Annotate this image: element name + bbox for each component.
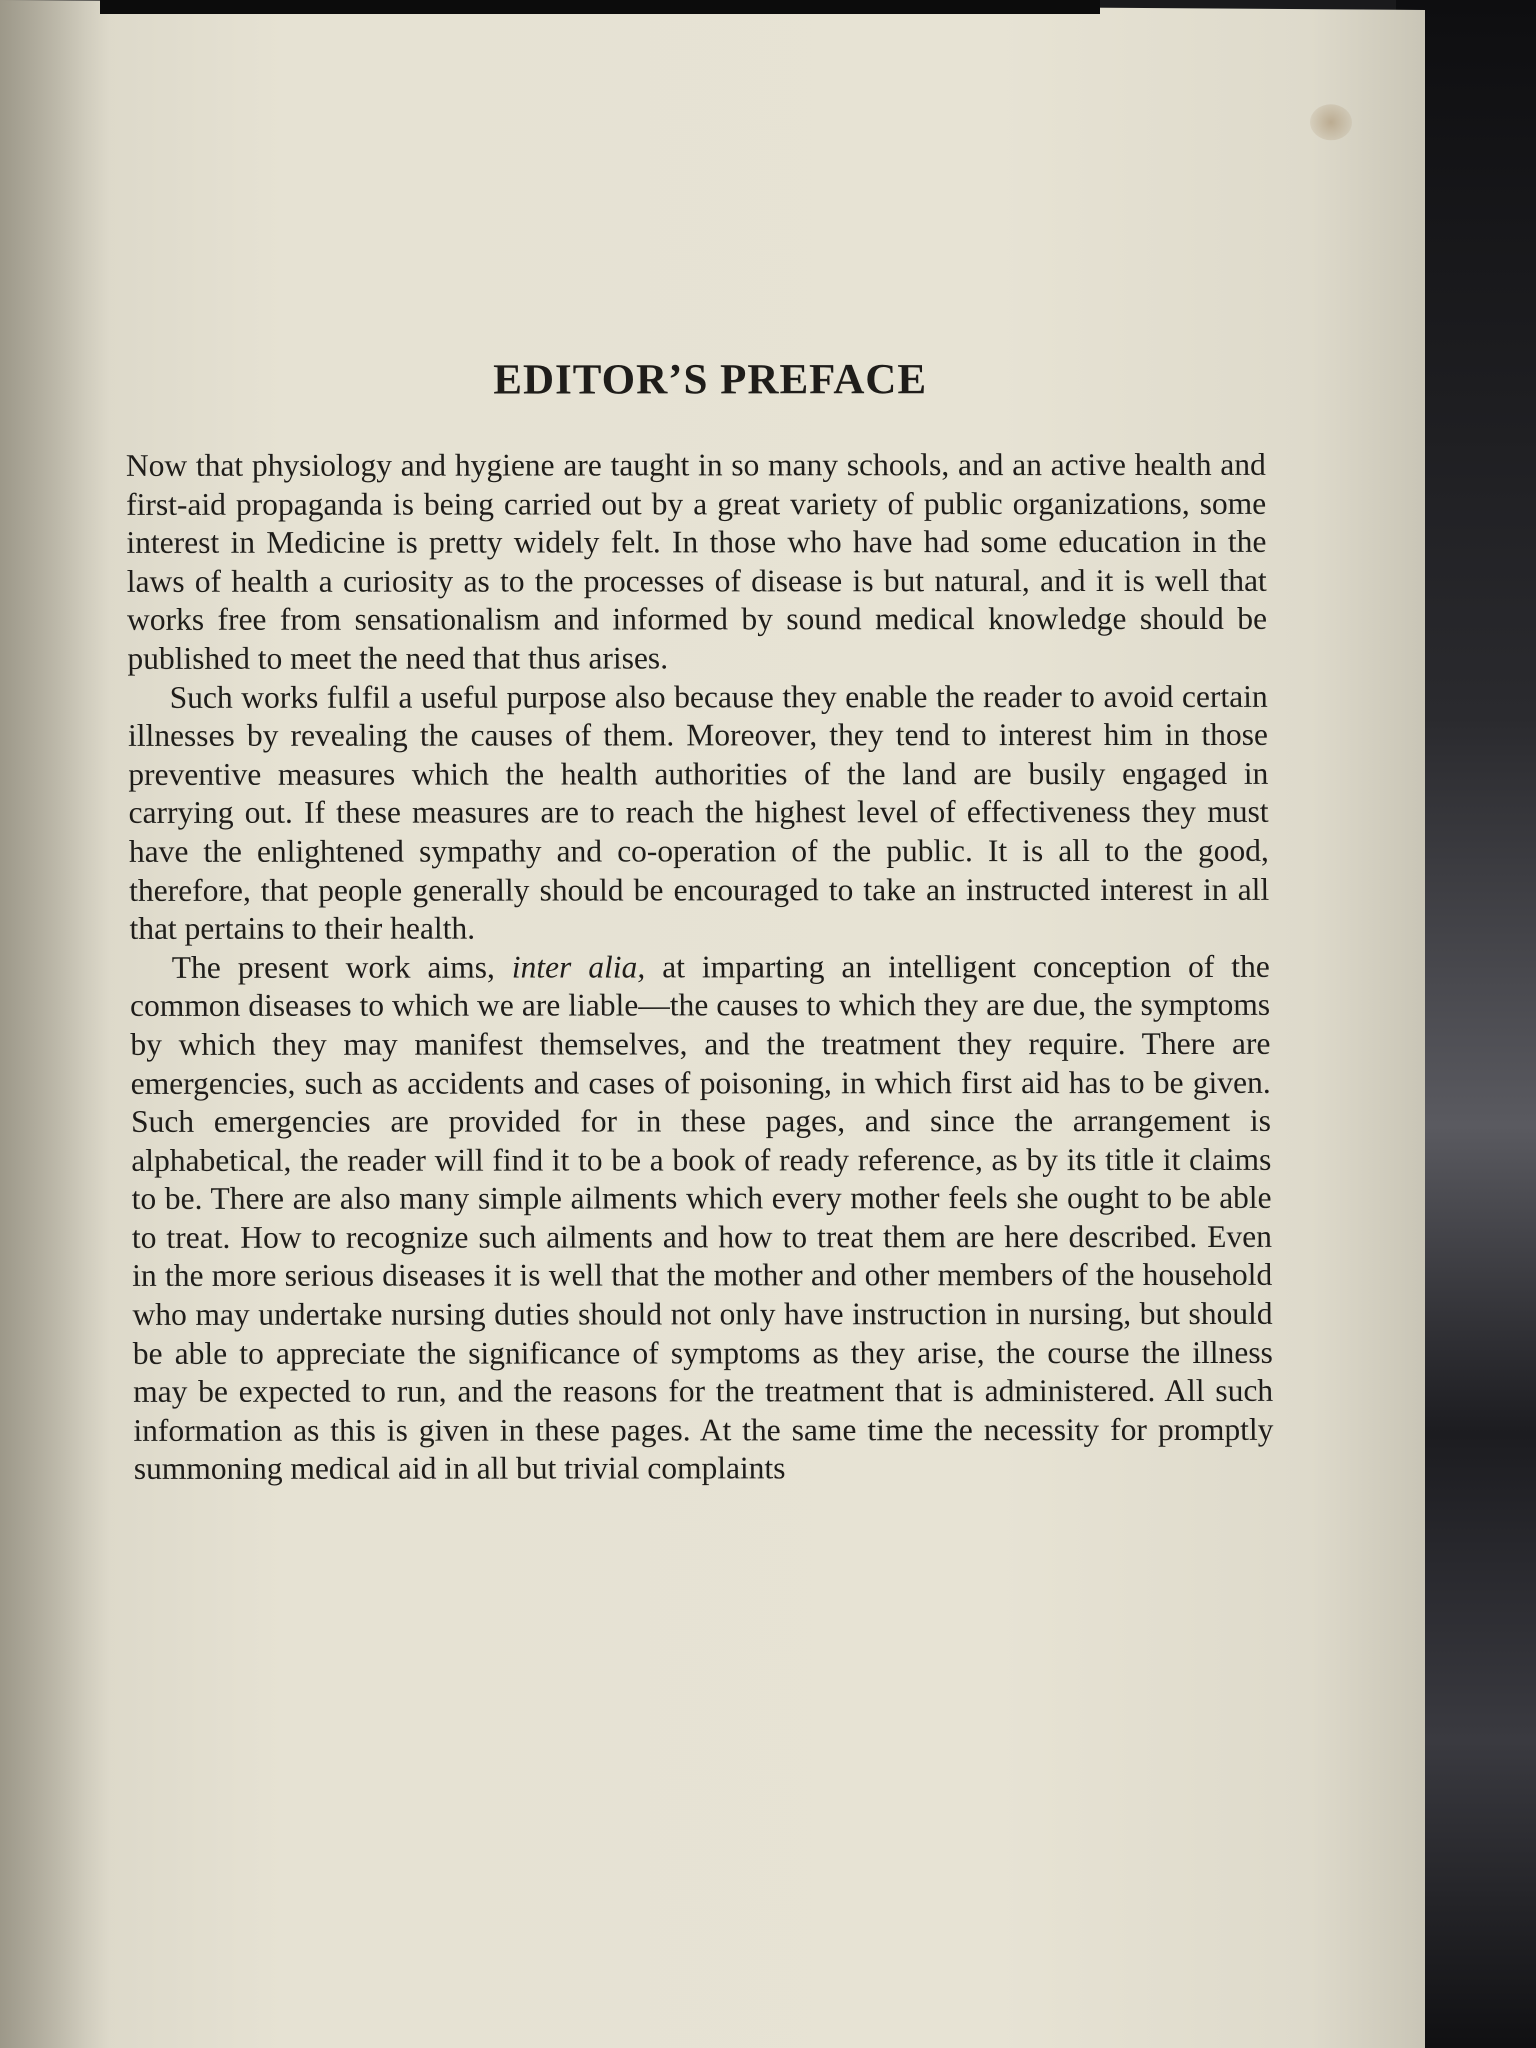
- paragraph-1: Now that physiology and hygiene are taught in so many schools, and an active health and first-aid propaganda is being carried out by a great variety of public organizations, some interest in Medicine is pretty widely felt. In those who have had some education in the laws of health a curiosity as to the processes of disease is but natural, and it is well that works free from sensationalism and informed by sound medical knowledge should be published to meet the need that thus arises.: [125, 446, 1268, 676]
- page-gutter-shadow: [0, 0, 110, 2048]
- paragraph-3-start: The present work aims,: [171, 949, 495, 985]
- page-stain: [1310, 104, 1352, 140]
- paragraph-3-rest: at imparting an intelligent conception of the common diseases to which we are liable—the causes to which they are due, the symptoms by which they may manifest themselves, and the treatment they require. There are emergencies, such as accidents and cases of poisoning, in which first aid has to be given. Such emergencies are provided for in these pages, and since the arrangement is alphabetical, the reader will find it to be a book of ready reference, as by its title it claims to be. There are also many simple ailments which every mother feels she ought to be able to treat. How to recognize such ailments and how to treat them are here described. Even in the more serious diseases it is well that the mother and other members of the household who may undertake nursing duties should not only have instruction in nursing, but should be able to appreciate the significance of symptoms as they arise, the course the illness may be expected to run, and the reasons for the treatment that is administered. All such information as this is given in these pages. At the same time the necessity for promptly summoning medical aid in all but trivial complaints: [129, 948, 1274, 1487]
- paragraph-3-italic: inter alia,: [511, 949, 646, 985]
- binding-edge: [100, 0, 1100, 14]
- paragraph-2: Such works fulfil a useful purpose also because they enable the reader to avoid certain illnesses by revealing the causes of them. Moreover, they tend to interest him in those preventive measures which the health authorities of the land are busily engaged in carrying out. If these measures are to reach the highest level of effectiveness they must have the enlightened sympathy and co-operation of the public. It is all to the good, therefore, that people generally should be encouraged to take an instructed interest in all that pertains to their health.: [127, 678, 1270, 947]
- preface-text-block: [125, 355, 1274, 1489]
- page-title: EDITOR’S PREFACE: [493, 356, 928, 404]
- paragraph-3: [130, 948, 1274, 1489]
